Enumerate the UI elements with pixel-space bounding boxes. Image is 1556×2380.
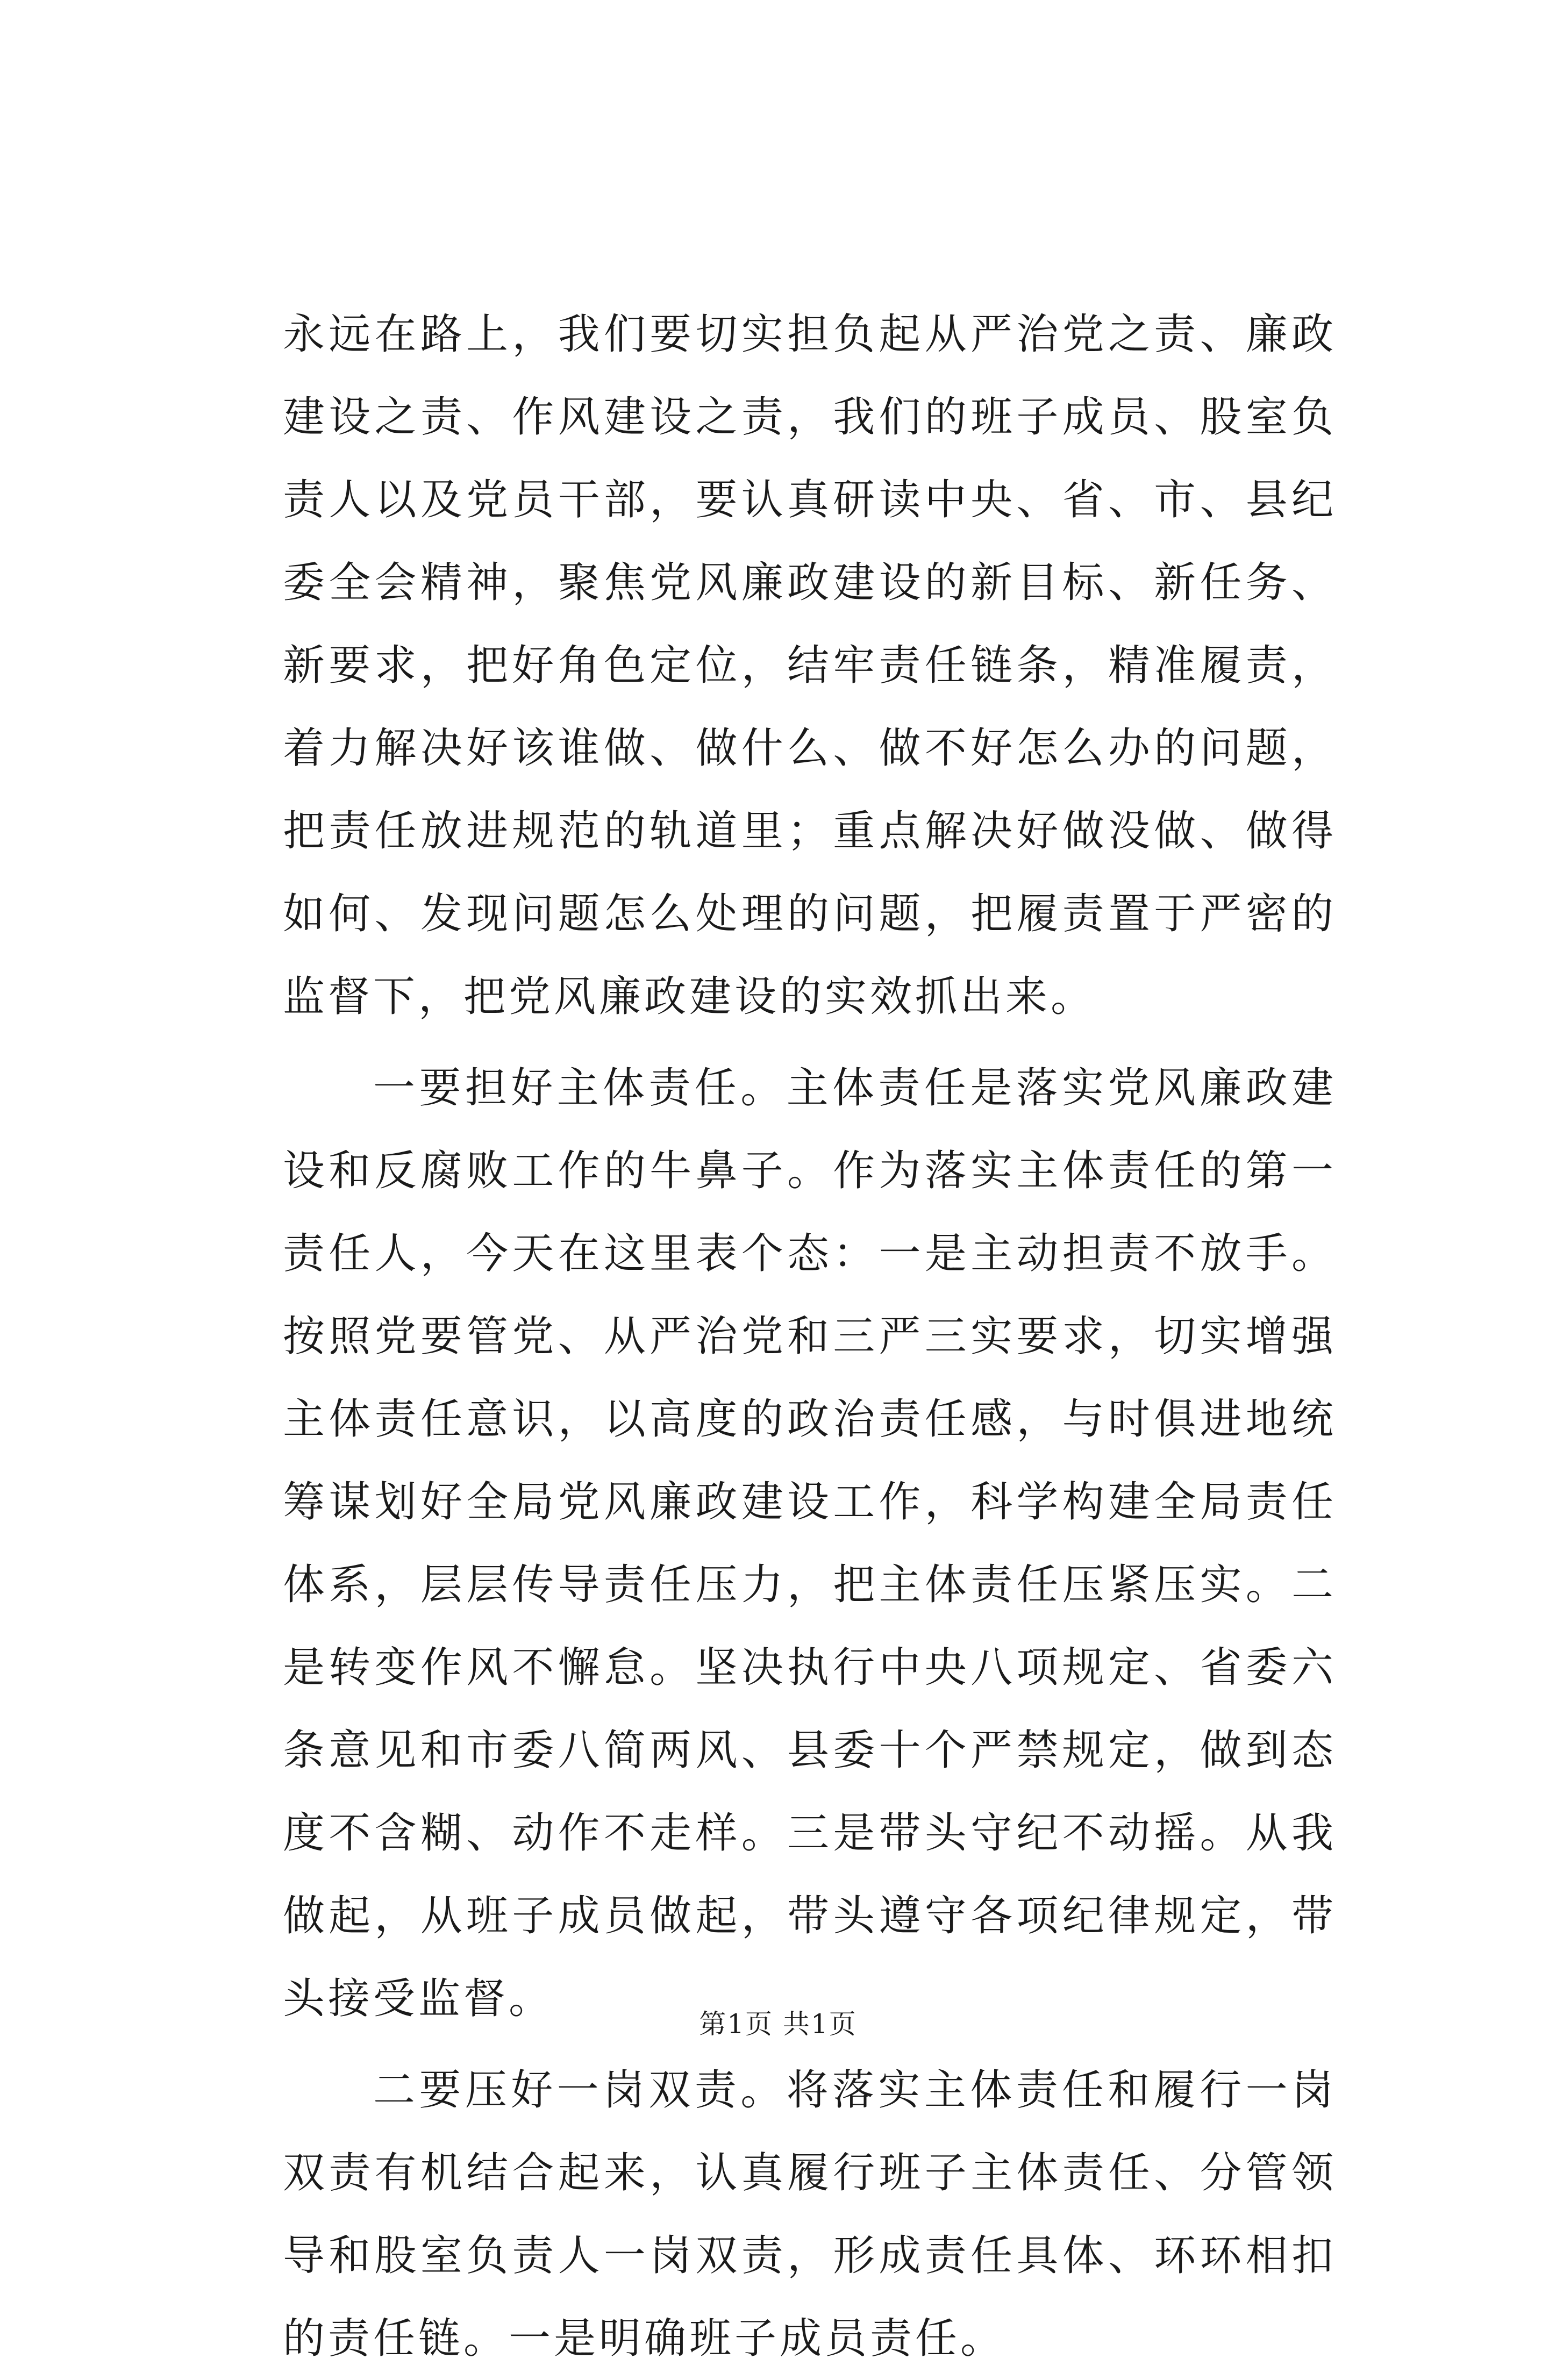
page-footer: 第1页 共1页 [699, 2009, 857, 2040]
body-paragraph-2: 一要担好主体责任。主体责任是落实党风廉政建设和反腐败工作的牛鼻子。作为落实主体责任的第一责任人，今天在这里表个态：一是主动担责不放手。按照党要管党、从严治党和三严三实要求，切实增强主体责任意识，以高度的政治责任感，与时俱进地统筹谋划好全局党风廉政建设工作，科学构建全局责任体系，层层传导责任压力，把主体责任压紧压实。二是转变作风不懈怠。坚决执行中央八项规定、省委六条意见和市委八简两风、县委十个严禁规定，做到态度不含糊、动作不走样。三是带头守纪不动摇。从我做起，从班子成员做起，带头遵守各项纪律规定，带头接受监督。 [283, 1064, 1337, 2023]
body-paragraph-3: 二要压好一岗双责。将落实主体责任和履行一岗双责有机结合起来，认真履行班子主体责任、分管领导和股室负责人一岗双责，形成责任具体、环环相扣的责任链。一是明确班子成员责任。 [283, 2066, 1337, 2363]
document-body [283, 293, 1337, 2380]
body-paragraph-1: 永远在路上，我们要切实担负起从严治党之责、廉政建设之责、作风建设之责，我们的班子成员、股室负责人以及党员干部，要认真研读中央、省、市、县纪委全会精神，聚焦党风廉政建设的新目标、新任务、新要求，把好角色定位，结牢责任链条，精准履责，着力解决好该谁做、做什么、做不好怎么办的问题，把责任放进规范的轨道里；重点解决好做没做、做得如何、发现问题怎么处理的问题，把履责置于严密的监督下，把党风廉政建设的实效抓出来。 [283, 310, 1337, 1021]
